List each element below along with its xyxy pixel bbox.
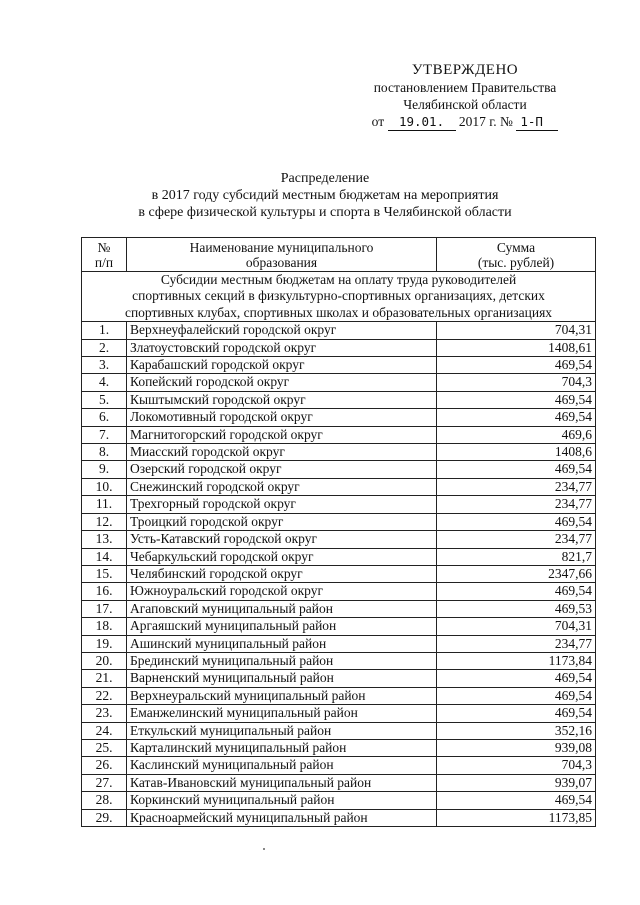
row-number: 19. (82, 635, 127, 652)
approval-line2: Челябинской области (403, 97, 527, 112)
approval-line1: постановлением Правительства (373, 80, 557, 95)
approval-year-text: 2017 г. № (458, 114, 513, 129)
row-name: Трехгорный городской округ (127, 496, 437, 513)
header-num-line1: № (97, 239, 111, 255)
table-row (82, 792, 596, 809)
table-row (82, 322, 596, 339)
row-sum: 704,3 (437, 757, 596, 774)
row-sum: 821,7 (437, 548, 596, 565)
table-row (82, 426, 596, 443)
row-sum: 939,08 (437, 739, 596, 756)
row-sum: 469,54 (437, 705, 596, 722)
table-row (82, 496, 596, 513)
row-sum: 939,07 (437, 774, 596, 791)
row-sum: 1408,6 (437, 444, 596, 461)
row-sum: 1408,61 (437, 339, 596, 356)
row-name: Копейский городской округ (127, 374, 437, 391)
row-number: 8. (82, 444, 127, 461)
row-sum: 1173,84 (437, 652, 596, 669)
row-number: 2. (82, 339, 127, 356)
table-row (82, 670, 596, 687)
document-title-line2: в 2017 году субсидий местным бюджетам на мероприятия (151, 188, 499, 203)
row-sum: 352,16 (437, 722, 596, 739)
row-name: Усть-Катавский городской округ (127, 531, 437, 548)
row-name: Карабашский городской округ (127, 357, 437, 374)
header-name-line1: Наименование муниципального (189, 239, 374, 255)
distribution-table (81, 237, 596, 827)
row-name: Верхнеуральский муниципальный район (127, 687, 437, 704)
row-number: 17. (82, 600, 127, 617)
row-sum: 234,77 (437, 496, 596, 513)
table-row (82, 444, 596, 461)
row-name: Чебаркульский городской округ (127, 548, 437, 565)
table-body (82, 272, 596, 827)
row-name: Агаповский муниципальный район (127, 600, 437, 617)
row-number: 13. (82, 531, 127, 548)
row-name: Магнитогорский городской округ (127, 426, 437, 443)
table-row (82, 635, 596, 652)
row-name: Златоустовский городской округ (127, 339, 437, 356)
row-number: 1. (82, 322, 127, 339)
approval-date: 19.01. (388, 113, 456, 131)
row-number: 24. (82, 722, 127, 739)
table-row (82, 705, 596, 722)
row-number: 9. (82, 461, 127, 478)
section-row (82, 272, 596, 322)
row-number: 20. (82, 652, 127, 669)
row-name: Локомотивный городской округ (127, 409, 437, 426)
row-sum: 469,6 (437, 426, 596, 443)
row-name: Еткульский муниципальный район (127, 722, 437, 739)
row-number: 6. (82, 409, 127, 426)
row-name: Челябинский городской округ (127, 565, 437, 582)
row-number: 3. (82, 357, 127, 374)
table-row (82, 809, 596, 826)
row-name: Троицкий городской округ (127, 513, 437, 530)
row-sum: 469,54 (437, 409, 596, 426)
document-title-line3: в сфере физической культуры и спорта в Челябинской области (138, 205, 512, 220)
table-row (82, 478, 596, 495)
section-title-line3: спортивных клубах, спортивных школах и образовательных организациях (124, 304, 553, 320)
header-sum-line2: (тыс. рублей) (477, 254, 555, 270)
table-row (82, 757, 596, 774)
row-sum: 704,31 (437, 322, 596, 339)
row-sum: 469,54 (437, 583, 596, 600)
table-row (82, 461, 596, 478)
table-row (82, 652, 596, 669)
row-sum: 469,54 (437, 513, 596, 530)
row-name: Брединский муниципальный район (127, 652, 437, 669)
row-name: Верхнеуфалейский городской округ (127, 322, 437, 339)
row-sum: 2347,66 (437, 565, 596, 582)
row-number: 12. (82, 513, 127, 530)
row-name: Озерский городской округ (127, 461, 437, 478)
section-title-line1: Субсидии местным бюджетам на оплату труда руководителей (160, 272, 517, 287)
row-number: 7. (82, 426, 127, 443)
approval-date-line (360, 113, 570, 131)
table-row (82, 600, 596, 617)
table-row (82, 548, 596, 565)
table-row (82, 374, 596, 391)
row-name: Каслинский муниципальный район (127, 757, 437, 774)
row-name: Красноармейский муниципальный район (127, 809, 437, 826)
row-name: Миасский городской округ (127, 444, 437, 461)
scan-speck (263, 848, 265, 850)
section-title-line2: спортивных секций в физкультурно-спортивных организациях, детских (132, 288, 545, 304)
approval-title: УТВЕРЖДЕНО (411, 62, 519, 78)
row-number: 29. (82, 809, 127, 826)
row-number: 16. (82, 583, 127, 600)
row-sum: 1173,85 (437, 809, 596, 826)
header-sum (437, 238, 596, 272)
row-sum: 234,77 (437, 531, 596, 548)
table-row (82, 339, 596, 356)
document-title-line1: Распределение (280, 171, 370, 186)
row-sum: 704,31 (437, 618, 596, 635)
row-number: 21. (82, 670, 127, 687)
row-sum: 469,54 (437, 687, 596, 704)
table-row (82, 739, 596, 756)
row-name: Аргаяшский муниципальный район (127, 618, 437, 635)
table-row (82, 618, 596, 635)
header-name (127, 238, 437, 272)
row-sum: 469,54 (437, 792, 596, 809)
table-row (82, 722, 596, 739)
row-number: 15. (82, 565, 127, 582)
header-sum-line1: Сумма (496, 239, 536, 255)
table-row (82, 583, 596, 600)
row-number: 23. (82, 705, 127, 722)
table-row (82, 391, 596, 408)
table-row (82, 513, 596, 530)
row-number: 5. (82, 391, 127, 408)
row-number: 26. (82, 757, 127, 774)
row-name: Карталинский муниципальный район (127, 739, 437, 756)
row-sum: 469,54 (437, 357, 596, 374)
row-number: 10. (82, 478, 127, 495)
row-sum: 469,54 (437, 461, 596, 478)
row-sum: 234,77 (437, 635, 596, 652)
row-sum: 469,53 (437, 600, 596, 617)
row-number: 18. (82, 618, 127, 635)
row-name: Катав-Ивановский муниципальный район (127, 774, 437, 791)
row-number: 14. (82, 548, 127, 565)
row-sum: 469,54 (437, 670, 596, 687)
row-name: Кыштымский городской округ (127, 391, 437, 408)
row-sum: 704,3 (437, 374, 596, 391)
approval-from-prefix: от (371, 114, 385, 129)
table-row (82, 531, 596, 548)
row-number: 25. (82, 739, 127, 756)
table-row (82, 565, 596, 582)
table-row (82, 409, 596, 426)
row-name: Южноуральский городской округ (127, 583, 437, 600)
header-num (82, 238, 127, 272)
row-number: 22. (82, 687, 127, 704)
table-row (82, 687, 596, 704)
row-name: Ашинский муниципальный район (127, 635, 437, 652)
table-row (82, 357, 596, 374)
approval-stamp (360, 62, 570, 131)
row-number: 28. (82, 792, 127, 809)
header-name-line2: образования (245, 254, 318, 270)
row-number: 4. (82, 374, 127, 391)
row-number: 27. (82, 774, 127, 791)
table-row (82, 774, 596, 791)
document-title (60, 170, 590, 221)
approval-number: 1-П (516, 113, 558, 131)
row-name: Коркинский муниципальный район (127, 792, 437, 809)
table-header-row (82, 238, 596, 272)
row-name: Еманжелинский муниципальный район (127, 705, 437, 722)
row-name: Снежинский городской округ (127, 478, 437, 495)
section-title (82, 272, 596, 322)
row-name: Варненский муниципальный район (127, 670, 437, 687)
row-sum: 234,77 (437, 478, 596, 495)
row-sum: 469,54 (437, 391, 596, 408)
row-number: 11. (82, 496, 127, 513)
header-num-line2: п/п (94, 254, 114, 270)
